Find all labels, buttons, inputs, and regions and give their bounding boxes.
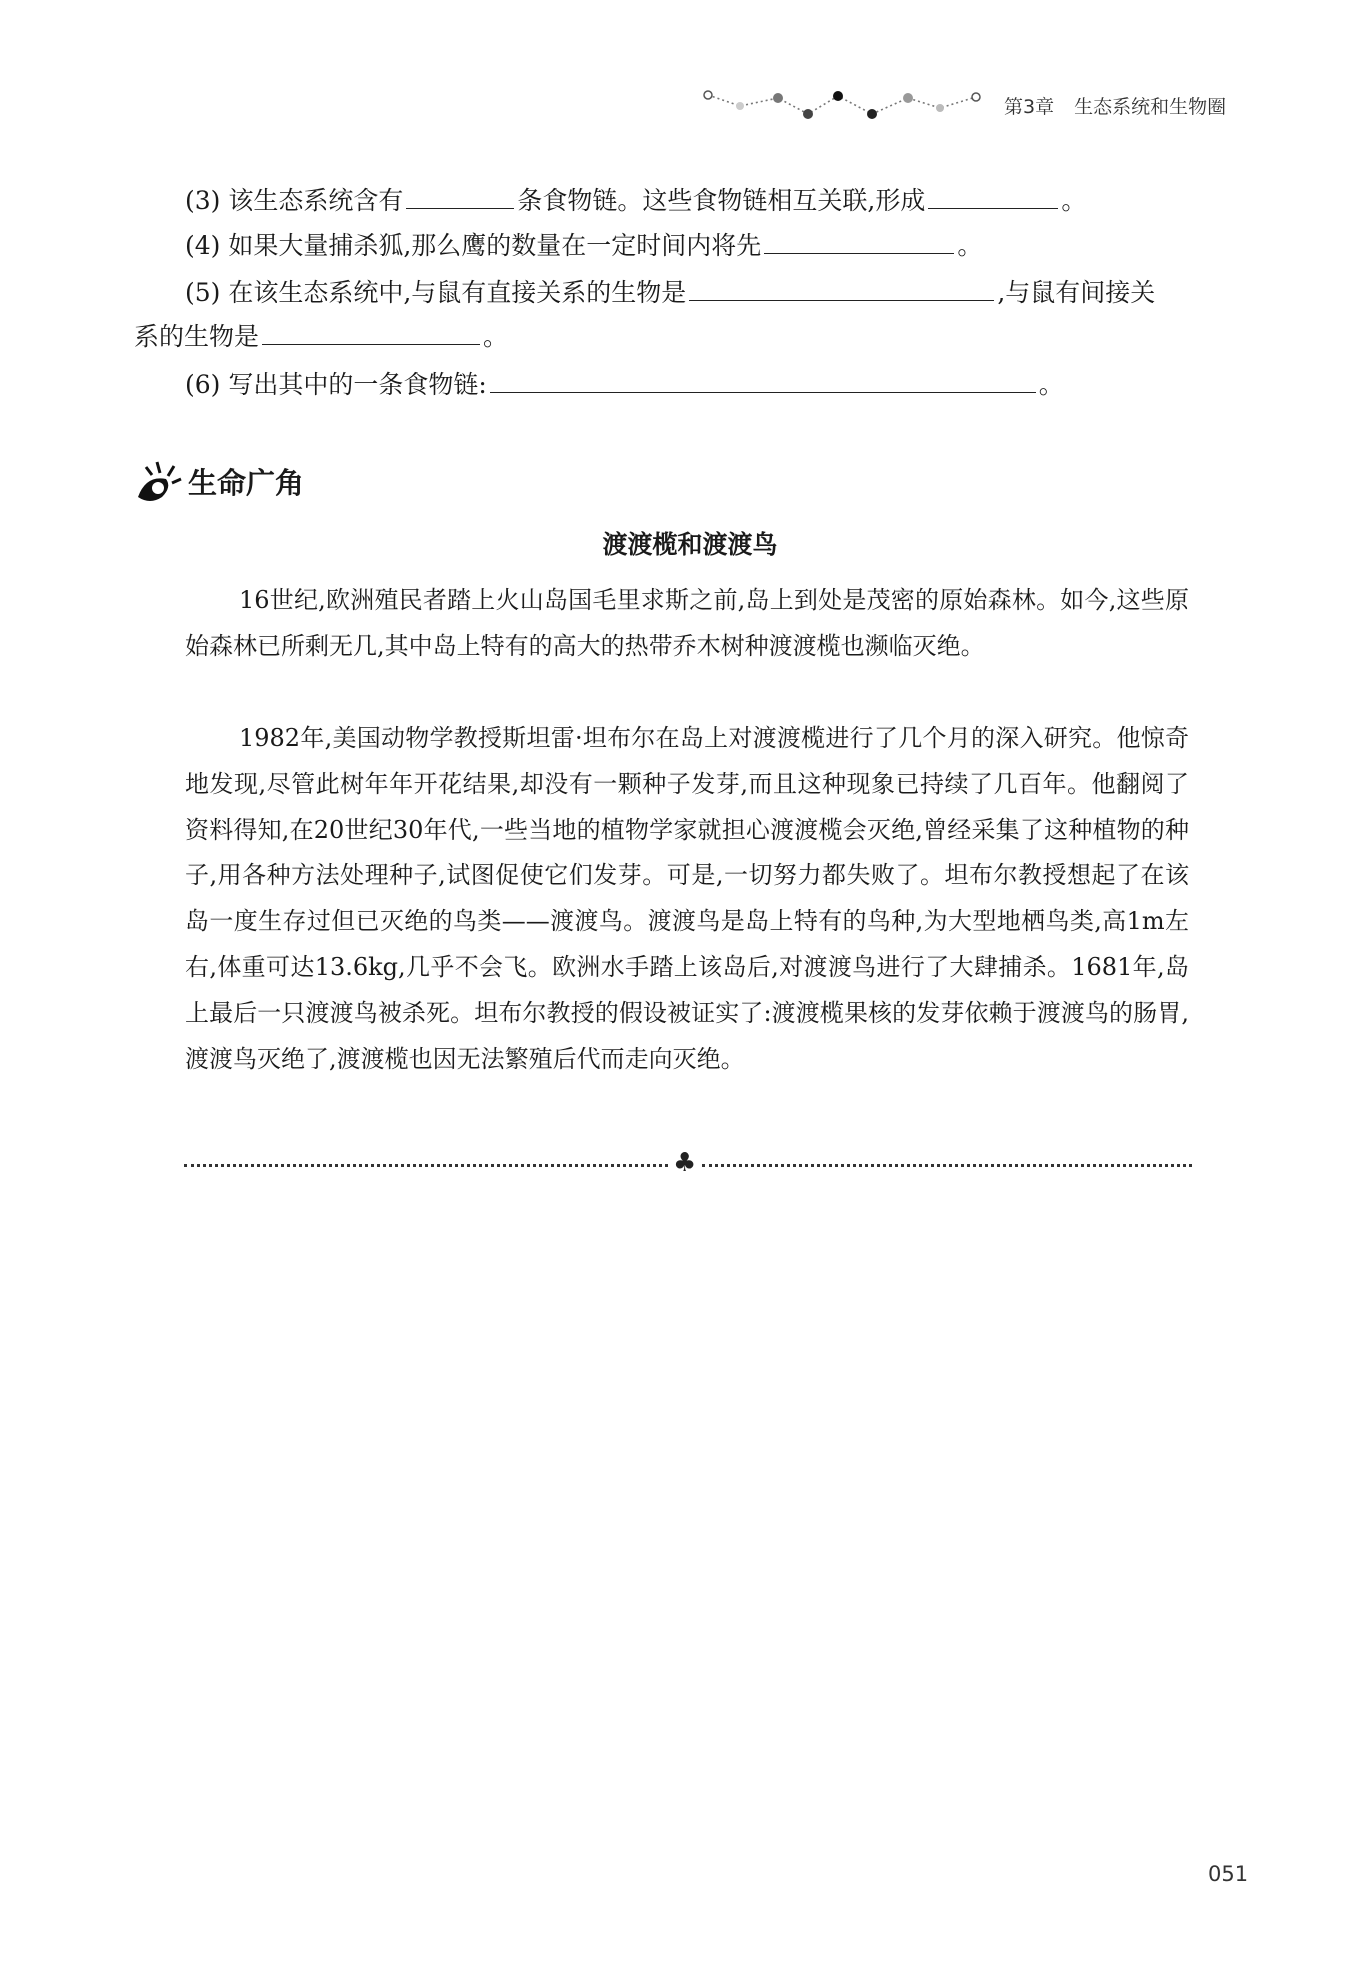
clover-icon: ♣ <box>673 1148 697 1178</box>
chapter-title: 生态系统和生物圈 <box>1074 96 1227 118</box>
lightbulb-icon <box>132 457 182 507</box>
question-3-middle: 条食物链。这些食物链相互关联,形成 <box>517 186 926 215</box>
paragraph-text: 16世纪,欧洲殖民者踏上火山岛国毛里求斯之前,岛上到处是茂密的原始森林。如今,这些原始森林已所剩无几,其中岛上特有的高大的热带乔木树种渡渡榄也濒临灭绝。 <box>185 586 1189 660</box>
answer-blank[interactable] <box>764 225 954 254</box>
page-header <box>700 88 1260 128</box>
question-6-end: 。 <box>1038 370 1064 399</box>
section-title: 生命广角 <box>188 466 305 500</box>
answer-blank[interactable] <box>406 180 514 209</box>
chapter-heading <box>1004 92 1226 119</box>
answer-blank[interactable] <box>928 180 1058 209</box>
page-number: 051 <box>1208 1862 1249 1886</box>
question-5-prefix: (5) 在该生态系统中,与鼠有直接关系的生物是 <box>185 278 687 307</box>
question-5-line2 <box>134 316 508 357</box>
dotted-line <box>184 1164 668 1167</box>
question-3-end: 。 <box>1061 186 1087 215</box>
decorative-dot-wave <box>700 88 1000 128</box>
question-3-prefix: (3) 该生态系统含有 <box>185 186 404 215</box>
chapter-label: 第3章 <box>1004 96 1055 118</box>
article-paragraph-1 <box>185 578 1189 670</box>
answer-blank[interactable] <box>490 364 1036 393</box>
question-6-prefix: (6) 写出其中的一条食物链: <box>185 370 487 399</box>
question-5-end: 。 <box>483 322 509 351</box>
answer-blank[interactable] <box>262 316 480 345</box>
paragraph-text: 1982年,美国动物学教授斯坦雷·坦布尔在岛上对渡渡榄进行了几个月的深入研究。他惊奇地发现,尽管此树年年开花结果,却没有一颗种子发芽,而且这种现象已持续了几百年。他翻阅了资料得知,在20世纪30年代,一些当地的植物学家就担心渡渡榄会灭绝,曾经采集了这种植物的种子,用各种方法处理种子,试图促使它们发芽。可是,一切努力都失败了。坦布尔教授想起了在该岛一度生存过但已灭绝的鸟类——渡渡鸟。渡渡鸟是岛上特有的鸟种,为大型地栖鸟类,高1m左右,体重可达13.6kg,几乎不会飞。欧洲水手踏上该岛后,对渡渡鸟进行了大肆捕杀。1681年,岛上最后一只渡渡鸟被杀死。坦布尔教授的假设被证实了:渡渡榄果核的发芽依赖于渡渡鸟的肠胃,渡渡鸟灭绝了,渡渡榄也因无法繁殖后代而走向灭绝。 <box>185 724 1189 1073</box>
question-5-line2-prefix: 系的生物是 <box>134 322 260 351</box>
question-4-end: 。 <box>957 231 983 260</box>
article-paragraph-2 <box>185 716 1189 1082</box>
section-divider <box>184 1148 1192 1178</box>
dotted-line <box>702 1164 1192 1167</box>
question-4 <box>185 225 982 266</box>
question-5-middle: ,与鼠有间接关 <box>997 278 1156 307</box>
answer-blank[interactable] <box>689 272 994 301</box>
question-6 <box>185 364 1064 405</box>
question-4-prefix: (4) 如果大量捕杀狐,那么鹰的数量在一定时间内将先 <box>185 231 762 260</box>
question-5 <box>185 272 1155 313</box>
question-3 <box>185 180 1086 221</box>
article-title: 渡渡榄和渡渡鸟 <box>602 530 778 559</box>
